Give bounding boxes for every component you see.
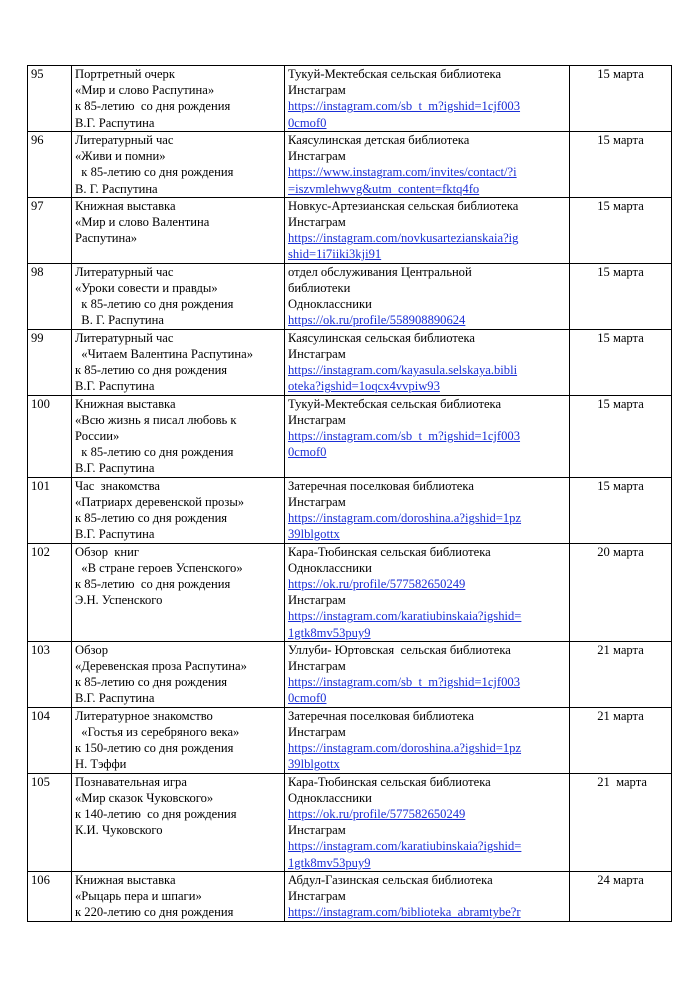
library-line: библиотеки <box>288 281 351 296</box>
row-number: 104 <box>28 707 72 773</box>
date-text: 24 марта <box>597 872 644 887</box>
link[interactable]: https://instagram.com/novkusartezianskaia?ig <box>288 231 519 246</box>
event-line: Обзор книг <box>75 544 140 559</box>
library-line: Инстаграм <box>288 725 346 740</box>
event-line: «Деревенская проза Распутина» <box>75 659 247 674</box>
link[interactable]: 0cmof0 <box>288 445 327 460</box>
event-line: Литературный час <box>75 264 174 279</box>
event-cell <box>72 66 285 132</box>
event-line: В.Г. Распутина <box>75 461 155 476</box>
library-line: Инстаграм <box>288 823 346 838</box>
date-text: 15 марта <box>597 330 644 345</box>
row-number: 95 <box>28 66 72 132</box>
library-line: Одноклассники <box>288 790 372 805</box>
table-row <box>28 395 672 477</box>
library-line: Абдул-Газинская сельская библиотека <box>288 872 493 887</box>
library-line: отдел обслуживания Центральной <box>288 264 472 279</box>
table-row <box>28 66 672 132</box>
event-line: «В стране героев Успенского» <box>75 560 243 575</box>
link[interactable]: https://instagram.com/sb_t_m?igshid=1cjf003 <box>288 99 521 114</box>
date-text: 21 марта <box>594 774 647 789</box>
library-cell <box>285 477 570 543</box>
date-cell <box>570 707 672 773</box>
library-line: Кара-Тюбинская сельская библиотека <box>288 544 491 559</box>
event-cell <box>72 395 285 477</box>
event-line: к 85-летию со дня рождения <box>75 577 231 592</box>
library-line: Каясулинская сельская библиотека <box>288 330 476 345</box>
events-table <box>27 65 672 922</box>
table-row <box>28 707 672 773</box>
date-text: 15 марта <box>597 264 644 279</box>
library-cell <box>285 773 570 871</box>
row-number: 100 <box>28 395 72 477</box>
date-text: 21 марта <box>597 642 644 657</box>
date-text: 21 марта <box>597 708 644 723</box>
event-line: к 85-летию со дня рождения <box>75 297 234 312</box>
event-line: Познавательная игра <box>75 774 187 789</box>
table-row <box>28 543 672 641</box>
date-cell <box>570 263 672 329</box>
event-line: России» <box>75 429 120 444</box>
library-line: Затеречная поселковая библиотека <box>288 708 474 723</box>
event-line: В. Г. Распутина <box>75 313 164 328</box>
library-cell <box>285 871 570 921</box>
library-cell <box>285 707 570 773</box>
link[interactable]: shid=1i7iiki3kji91 <box>288 247 382 262</box>
link[interactable]: 39lblgottx <box>288 757 340 772</box>
table-row <box>28 641 672 707</box>
event-line: В.Г. Распутина <box>75 115 155 130</box>
row-number: 105 <box>28 773 72 871</box>
event-line: «Патриарх деревенской прозы» <box>75 494 245 509</box>
date-cell <box>570 66 672 132</box>
event-cell <box>72 197 285 263</box>
event-line: Литературный час <box>75 330 174 345</box>
event-line: к 85-летию со дня рождения <box>75 445 234 460</box>
event-line: В.Г. Распутина <box>75 379 155 394</box>
date-cell <box>570 641 672 707</box>
date-cell <box>570 197 672 263</box>
library-line: Инстаграм <box>288 215 346 230</box>
link[interactable]: 0cmof0 <box>288 115 327 130</box>
library-line: Каясулинская детская библиотека <box>288 133 470 147</box>
event-line: к 85-летию со дня рождения <box>75 165 234 180</box>
link[interactable]: https://www.instagram.com/invites/contact/?i <box>288 165 517 180</box>
date-cell <box>570 395 672 477</box>
link[interactable]: https://instagram.com/karatiubinskaia?igshid= <box>288 609 522 624</box>
event-line: Книжная выставка <box>75 872 176 887</box>
event-line: К.И. Чуковского <box>75 823 163 838</box>
event-cell <box>72 477 285 543</box>
library-cell <box>285 132 570 198</box>
link[interactable]: 39lblgottx <box>288 527 340 542</box>
event-line: В.Г. Распутина <box>75 691 155 706</box>
event-line: «Мир и слово Распутина» <box>75 83 215 98</box>
event-line: Книжная выставка <box>75 396 176 411</box>
library-cell <box>285 197 570 263</box>
table-row <box>28 871 672 921</box>
event-line: к 85-летию со дня рождения <box>75 99 231 114</box>
library-cell <box>285 329 570 395</box>
link[interactable]: 1gtk8mv53puy9 <box>288 625 371 640</box>
library-line: Тукуй-Мектебская сельская библиотека <box>288 396 502 411</box>
event-line: к 85-летию со дня рождения <box>75 363 228 378</box>
link[interactable]: =iszvmlehwvg&utm_content=fktq4fo <box>288 181 480 196</box>
library-line: Кара-Тюбинская сельская библиотека <box>288 774 491 789</box>
event-cell <box>72 263 285 329</box>
table-row <box>28 132 672 198</box>
date-text: 15 марта <box>597 396 644 411</box>
row-number: 106 <box>28 871 72 921</box>
event-line: Портретный очерк <box>75 67 175 81</box>
date-cell <box>570 329 672 395</box>
event-line: к 220-летию со дня рождения <box>75 905 234 920</box>
library-line: Затеречная поселковая библиотека <box>288 478 474 493</box>
table-row <box>28 197 672 263</box>
date-cell <box>570 477 672 543</box>
library-line: Одноклассники <box>288 297 372 312</box>
event-line: «Мир сказок Чуковского» <box>75 790 214 805</box>
link[interactable]: https://ok.ru/profile/558908890624 <box>288 313 466 328</box>
event-line: «Мир и слово Валентина <box>75 215 210 230</box>
library-cell <box>285 66 570 132</box>
link[interactable]: https://instagram.com/karatiubinskaia?igshid= <box>288 839 522 854</box>
events-table-body <box>28 66 672 922</box>
row-number: 96 <box>28 132 72 198</box>
event-cell <box>72 641 285 707</box>
date-cell <box>570 871 672 921</box>
row-number: 102 <box>28 543 72 641</box>
event-line: Э.Н. Успенского <box>75 593 163 608</box>
event-line: В.Г. Распутина <box>75 527 155 542</box>
row-number: 99 <box>28 329 72 395</box>
link[interactable]: https://instagram.com/biblioteka_abramtybe?r <box>288 905 521 920</box>
library-line: Инстаграм <box>288 494 346 509</box>
table-row <box>28 329 672 395</box>
link[interactable]: https://instagram.com/kayasula.selskaya.bibli <box>288 363 518 378</box>
event-line: Распутина» <box>75 231 138 246</box>
event-line: «Всю жизнь я писал любовь к <box>75 412 237 427</box>
event-line: к 85-летию со дня рождения <box>75 511 228 526</box>
library-cell <box>285 543 570 641</box>
library-line: Новкус-Артезианская сельская библиотека <box>288 198 519 213</box>
link[interactable]: https://ok.ru/profile/577582650249 <box>288 807 466 822</box>
table-row <box>28 773 672 871</box>
date-cell <box>570 543 672 641</box>
event-line: В. Г. Распутина <box>75 181 158 196</box>
link[interactable]: https://ok.ru/profile/577582650249 <box>288 577 466 592</box>
library-line: Инстаграм <box>288 659 346 674</box>
library-cell <box>285 641 570 707</box>
date-cell <box>570 773 672 871</box>
event-line: к 150-летию со дня рождения <box>75 741 234 756</box>
date-text: 15 марта <box>597 198 644 213</box>
event-cell <box>72 132 285 198</box>
library-line: Тукуй-Мектебская сельская библиотека <box>288 67 502 81</box>
event-line: Час знакомства <box>75 478 160 493</box>
event-cell <box>72 871 285 921</box>
library-line: Инстаграм <box>288 347 346 362</box>
event-line: «Гостья из серебряного века» <box>75 725 240 740</box>
event-line: Н. Тэффи <box>75 757 127 772</box>
table-row <box>28 477 672 543</box>
date-text: 15 марта <box>597 478 644 493</box>
table-row <box>28 263 672 329</box>
event-cell <box>72 707 285 773</box>
event-line: «Живи и помни» <box>75 149 166 164</box>
link[interactable]: oteka?igshid=1oqcx4vvpiw93 <box>288 379 440 394</box>
event-line: «Читаем Валентина Распутина» <box>75 347 253 362</box>
link[interactable]: 0cmof0 <box>288 691 327 706</box>
link[interactable]: 1gtk8mv53puy9 <box>288 855 371 870</box>
event-line: к 140-летию со дня рождения <box>75 807 237 822</box>
event-line: Литературное знакомство <box>75 708 213 723</box>
event-cell <box>72 543 285 641</box>
library-line: Инстаграм <box>288 593 346 608</box>
link[interactable]: https://instagram.com/doroshina.a?igshid=1pz <box>288 741 522 756</box>
link[interactable]: https://instagram.com/sb_t_m?igshid=1cjf003 <box>288 429 521 444</box>
library-line: Инстаграм <box>288 83 346 98</box>
library-cell <box>285 395 570 477</box>
library-line: Инстаграм <box>288 412 346 427</box>
link[interactable]: https://instagram.com/doroshina.a?igshid=1pz <box>288 511 522 526</box>
date-cell <box>570 132 672 198</box>
library-line: Инстаграм <box>288 149 346 164</box>
row-number: 101 <box>28 477 72 543</box>
event-line: Книжная выставка <box>75 198 176 213</box>
event-line: «Рыцарь пера и шпаги» <box>75 889 202 904</box>
date-text: 20 марта <box>597 544 644 559</box>
library-line: Уллуби- Юртовская сельская библиотека <box>288 642 511 657</box>
event-line: Обзор <box>75 642 108 657</box>
date-text: 15 марта <box>597 67 644 81</box>
row-number: 98 <box>28 263 72 329</box>
event-cell <box>72 329 285 395</box>
link[interactable]: https://instagram.com/sb_t_m?igshid=1cjf003 <box>288 675 521 690</box>
library-cell <box>285 263 570 329</box>
event-line: «Уроки совести и правды» <box>75 281 218 296</box>
event-cell <box>72 773 285 871</box>
row-number: 97 <box>28 197 72 263</box>
library-line: Одноклассники <box>288 560 372 575</box>
event-line: Литературный час <box>75 133 174 147</box>
library-line: Инстаграм <box>288 889 346 904</box>
row-number: 103 <box>28 641 72 707</box>
event-line: к 85-летию со дня рождения <box>75 675 228 690</box>
date-text: 15 марта <box>597 133 644 147</box>
